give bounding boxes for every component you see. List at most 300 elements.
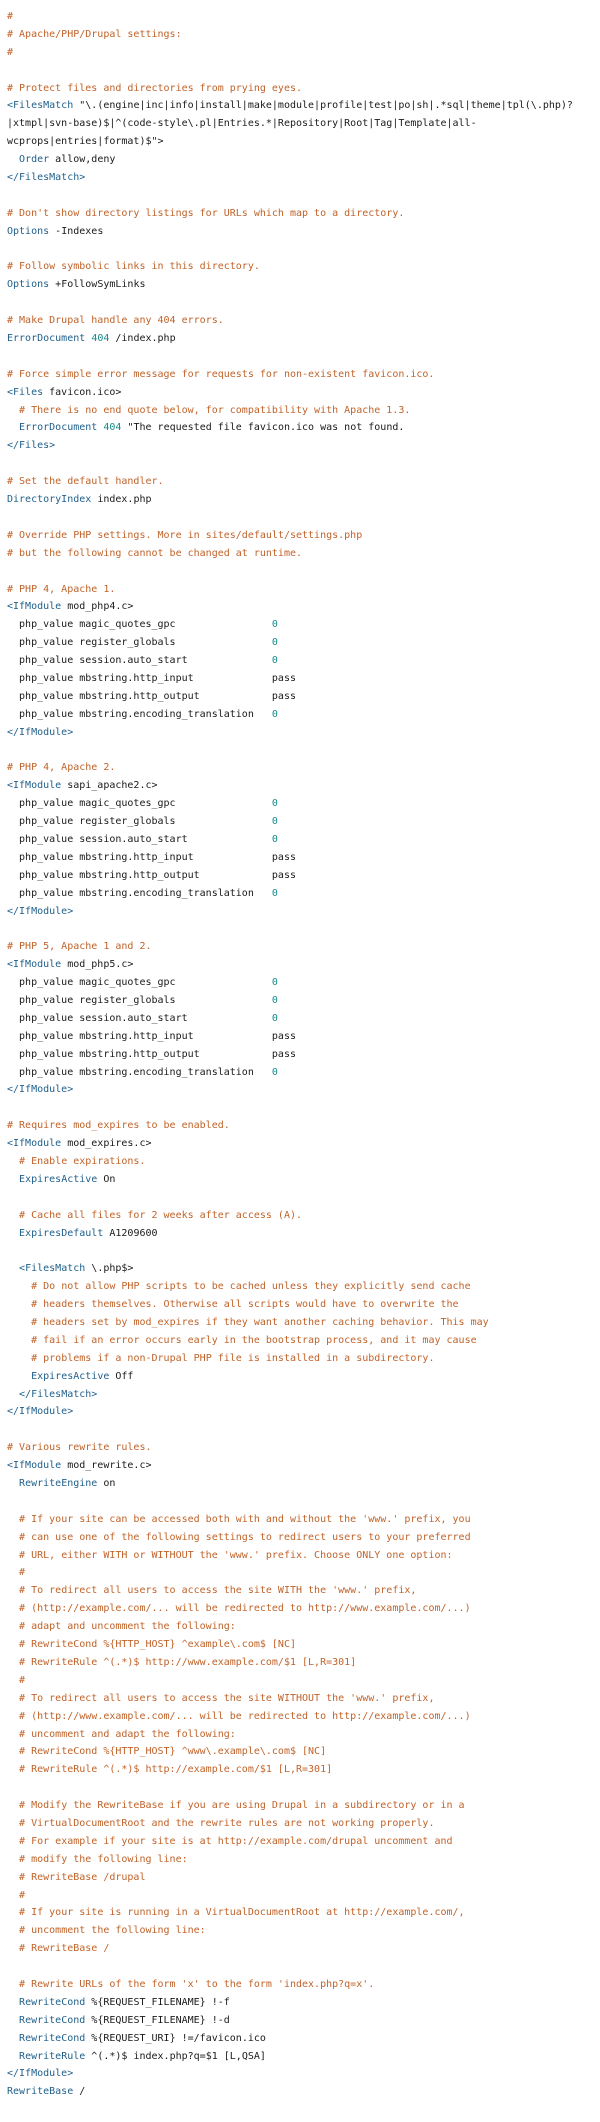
code-line [7,992,593,1010]
directive-token: </IfModule> [7,1084,74,1096]
text-token [7,1299,31,1310]
blank-line [7,509,593,527]
blank-line [7,1493,593,1511]
comment-token: # To redirect all users to access the site WITH the 'www.' prefix, [19,1585,417,1597]
text-token [7,1389,19,1400]
code-line [7,1690,593,1708]
text-token: php_value magic_quotes_gpc [7,798,272,810]
comment-token: # can use one of the following settings to redirect users to your preferred [19,1531,471,1543]
code-line [7,1797,593,1815]
code-line [7,1761,593,1779]
number-token: 0 [271,816,278,828]
code-line [7,688,593,706]
code-line [7,1994,593,2012]
text-token: php_value magic_quotes_gpc [7,977,272,989]
text-token [7,1335,31,1346]
text-token: wcprops|entries|format)$"> [7,136,164,148]
code-line [7,849,593,867]
comment-token: # Rewrite URLs of the form 'x' to the form 'index.php?q=x'. [19,1978,375,1990]
directive-token: RewriteCond [19,1996,86,2008]
code-line [7,831,593,849]
text-token [7,1532,19,1543]
code-line [7,706,593,724]
text-token: /index.php [109,333,176,345]
code-line [7,1940,593,1958]
text-token: +FollowSymLinks [49,279,146,291]
comment-token: # Force simple error message for requests for non-existent favicon.ico. [7,368,435,380]
text-token: \.php$> [85,1263,134,1275]
comment-token: # If your site can be accessed both with and without the 'www.' prefix, you [19,1513,471,1525]
code-line [7,1332,593,1350]
code-line [7,1851,593,1869]
code-line [7,1600,593,1618]
text-token [7,1997,19,2008]
text-token [7,1943,19,1954]
code-line [7,26,593,44]
comment-token: # For example if your site is at http://example.com/drupal uncomment and [19,1835,453,1847]
code-line [7,1582,593,1600]
number-token: 0 [271,994,278,1006]
code-line [7,223,593,241]
text-token: index.php [91,494,152,506]
text-token [7,1657,19,1668]
directive-token: RewriteCond [19,2032,86,2044]
code-line [7,312,593,330]
text-token: |xtmpl|svn-base)$|^(code-style\.pl|Entries.*|Repository|Root|Tag|Template|all- [7,118,477,130]
comment-token: # Set the default handler. [7,476,164,488]
comment-token: # Apache/PHP/Drupal settings: [7,28,182,40]
comment-token: # RewriteRule ^(.*)$ http://www.example.com/$1 [L,R=301] [19,1656,357,1668]
text-token [7,1550,19,1561]
text-token [7,1603,19,1614]
text-token: "\.(engine|inc|info|install|make|module|profile|test|po|sh|.*sql|theme|tpl(\.php)? [73,100,573,112]
comment-token: # problems if a non-Drupal PHP file is installed in a subdirectory. [31,1352,435,1364]
text-token: php_value mbstring.encoding_translation [7,708,272,720]
text-token: favicon.ico> [43,386,122,398]
text-token [7,1746,19,1757]
code-line [7,205,593,223]
comment-token: # uncomment the following line: [19,1925,206,1937]
directive-token: <IfModule [7,780,62,792]
blank-line [7,1242,593,1260]
code-line [7,2083,593,2101]
code-line [7,813,593,831]
text-token [7,1585,19,1596]
code-line [7,2065,593,2083]
code-line [7,151,593,169]
code-line [7,885,593,903]
blank-line [7,742,593,760]
number-token: 0 [271,655,278,667]
directive-token: <IfModule [7,959,62,971]
directive-token: <IfModule [7,1460,62,1472]
directive-token: </IfModule> [7,1406,74,1418]
code-line [7,1207,593,1225]
number-token: 0 [271,798,278,810]
text-token [7,1764,19,1775]
directive-token: <FilesMatch [19,1263,86,1275]
code-line [7,1046,593,1064]
code-line [7,115,593,133]
blank-line [7,1099,593,1117]
directive-token: Options [7,279,50,291]
text-token: %{REQUEST_FILENAME} !-f [85,1996,230,2008]
text-token: mod_expires.c> [61,1138,152,1150]
text-token: php_value mbstring.http_output pass [7,690,296,702]
code-line [7,1314,593,1332]
text-token: php_value session.auto_start [7,833,272,845]
text-token [7,405,19,416]
code-line [7,1081,593,1099]
comment-token: # [19,1674,26,1686]
code-line [7,1529,593,1547]
directive-token: </Files> [7,440,56,452]
code-line [7,1010,593,1028]
text-token: php_value mbstring.encoding_translation [7,1066,272,1078]
directive-token: ErrorDocument [19,422,98,434]
directive-token: RewriteEngine [19,1478,98,1490]
comment-token: # Requires mod_expires to be enabled. [7,1120,230,1132]
directive-token: </FilesMatch> [7,172,86,184]
number-token: 0 [271,1012,278,1024]
text-token: php_value mbstring.encoding_translation [7,887,272,899]
comment-token: # [19,1889,26,1901]
comment-token: # [19,1567,26,1579]
comment-token: # (http://www.example.com/... will be redirected to http://example.com/...) [19,1710,471,1722]
text-token: %{REQUEST_FILENAME} !-d [85,2014,230,2026]
code-line [7,1171,593,1189]
text-token [7,2015,19,2026]
text-token: -Indexes [49,225,104,237]
code-line [7,1278,593,1296]
comment-token: # PHP 5, Apache 1 and 2. [7,941,152,953]
comment-token: # Protect files and directories from prying eyes. [7,82,303,94]
code-line [7,974,593,992]
comment-token: # Modify the RewriteBase if you are using Drupal in a subdirectory or in a [19,1800,465,1812]
comment-token: # RewriteCond %{HTTP_HOST} ^www\.example\.com$ [NC] [19,1746,327,1758]
text-token: php_value mbstring.http_input pass [7,851,296,863]
text-token [7,1925,19,1936]
code-line [7,80,593,98]
number-token: 0 [271,708,278,720]
number-token: 0 [271,1066,278,1078]
text-token: allow,deny [49,154,116,166]
code-line [7,956,593,974]
code-line [7,1904,593,1922]
directive-token: <FilesMatch [7,100,74,112]
comment-token: # Override PHP settings. More in sites/default/settings.php [7,529,363,541]
code-line [7,1457,593,1475]
blank-line [7,1421,593,1439]
comment-token: # Don't show directory listings for URLs which map to a directory. [7,207,405,219]
text-token [7,154,19,165]
text-token: php_value mbstring.http_input pass [7,1030,296,1042]
code-line [7,1439,593,1457]
comment-token: # URL, either WITH or WITHOUT the 'www.' prefix. Choose ONLY one option: [19,1549,453,1561]
directive-token: </IfModule> [7,726,74,738]
text-token [7,1210,19,1221]
code-line [7,1368,593,1386]
comment-token: # To redirect all users to access the site WITHOUT the 'www.' prefix, [19,1692,435,1704]
code-line [7,634,593,652]
text-token: A1209600 [103,1227,158,1239]
directive-token: <IfModule [7,601,62,613]
code-line [7,777,593,795]
comment-token: # adapt and uncomment the following: [19,1621,236,1633]
code-line [7,384,593,402]
code-line [7,491,593,509]
code-line [7,473,593,491]
text-token [7,2033,19,2044]
code-line [7,258,593,276]
blank-line [7,1189,593,1207]
code-line [7,616,593,634]
text-token [7,1174,19,1185]
comment-token: # (http://example.com/... will be redirected to http://www.example.com/...) [19,1603,471,1615]
text-token [7,1979,19,1990]
text-token [7,1729,19,1740]
comment-token: # Do not allow PHP scripts to be cached unless they explicitly send cache [31,1281,471,1293]
text-token [7,1854,19,1865]
comment-token: # Various rewrite rules. [7,1442,152,1454]
code-line [7,133,593,151]
text-token [7,1693,19,1704]
code-line [7,1117,593,1135]
code-line [7,402,593,420]
htaccess-code-listing [7,8,593,2101]
text-token [7,1156,19,1167]
number-token: 0 [271,833,278,845]
comment-token: # [7,46,14,58]
code-line [7,1135,593,1153]
text-token: php_value mbstring.http_output pass [7,1048,296,1060]
directive-token: RewriteBase [7,2086,74,2098]
number-token: 404 [91,333,110,345]
code-line [7,97,593,115]
text-token: On [97,1173,116,1185]
directive-token: RewriteRule [19,2050,86,2062]
directive-token: ExpiresActive [31,1370,110,1382]
text-token: php_value session.auto_start [7,1012,272,1024]
text-token: Off [109,1370,134,1382]
blank-line [7,62,593,80]
code-line [7,1976,593,1994]
text-token [7,1836,19,1847]
text-token [7,422,19,433]
comment-token: # but the following cannot be changed at runtime. [7,547,303,559]
code-line [7,545,593,563]
blank-line [7,241,593,259]
text-token: %{REQUEST_URI} !=/favicon.ico [85,2032,266,2044]
comment-token: # headers themselves. Otherwise all scripts would have to overwrite the [31,1299,459,1311]
text-token [7,1567,19,1578]
text-token [7,1675,19,1686]
code-line [7,1296,593,1314]
code-line [7,276,593,294]
text-token [7,1890,19,1901]
directive-token: Order [19,154,50,166]
code-line [7,598,593,616]
comment-token: # headers set by mod_expires if they want another caching behavior. This may [31,1317,489,1329]
code-line [7,1403,593,1421]
directive-token: </FilesMatch> [19,1388,98,1400]
text-token [7,1907,19,1918]
comment-token: # Follow symbolic links in this directory. [7,261,260,273]
directive-token: RewriteCond [19,2014,86,2026]
code-line [7,1511,593,1529]
comment-token: # PHP 4, Apache 1. [7,583,116,595]
comment-token: # Enable expirations. [19,1156,146,1167]
text-token [7,1621,19,1632]
code-line [7,1064,593,1082]
text-token: ^(.*)$ index.php?q=$1 [L,QSA] [85,2050,266,2062]
text-token: php_value magic_quotes_gpc [7,619,272,631]
code-line [7,670,593,688]
code-line [7,1475,593,1493]
code-line [7,1350,593,1368]
text-token [7,1371,31,1382]
code-line [7,652,593,670]
comment-token: # RewriteBase /drupal [19,1871,146,1883]
code-line [7,1636,593,1654]
code-line [7,419,593,437]
code-line [7,1726,593,1744]
blank-line [7,348,593,366]
text-token [7,2051,19,2062]
code-line [7,1225,593,1243]
directive-token: </IfModule> [7,905,74,917]
code-line [7,8,593,26]
code-line [7,1672,593,1690]
text-token [7,1800,19,1811]
code-line [7,366,593,384]
code-line [7,1815,593,1833]
code-line [7,2030,593,2048]
code-line [7,2012,593,2030]
text-token: mod_php5.c> [61,959,134,971]
directive-token: Options [7,225,50,237]
code-line [7,169,593,187]
directive-token: ErrorDocument [7,333,86,345]
code-line [7,330,593,348]
text-token: php_value register_globals [7,994,272,1006]
text-token [7,1872,19,1883]
code-line [7,1153,593,1171]
code-line [7,437,593,455]
text-token: php_value mbstring.http_output pass [7,869,296,881]
code-line [7,1743,593,1761]
text-token [7,1228,19,1239]
blank-line [7,563,593,581]
text-token: "The requested file favicon.ico was not found. [121,422,405,434]
blank-line [7,187,593,205]
comment-token: # uncomment and adapt the following: [19,1728,236,1740]
code-line [7,1028,593,1046]
text-token [7,1317,31,1328]
text-token: php_value register_globals [7,637,272,649]
text-token [7,1478,19,1489]
text-token: php_value register_globals [7,816,272,828]
directive-token: ExpiresDefault [19,1227,104,1239]
code-line [7,724,593,742]
comment-token: # If your site is running in a VirtualDocumentRoot at http://example.com/, [19,1907,465,1919]
code-line [7,795,593,813]
directive-token: ExpiresActive [19,1173,98,1185]
code-line [7,581,593,599]
text-token [7,1353,31,1364]
number-token: 404 [103,422,122,434]
text-token [7,1639,19,1650]
code-line [7,903,593,921]
blank-line [7,1779,593,1797]
comment-token: # There is no end quote below, for compatibility with Apache 1.3. [19,404,411,416]
text-token: php_value mbstring.http_input pass [7,672,296,684]
comment-token: # VirtualDocumentRoot and the rewrite rules are not working properly. [19,1817,435,1829]
code-line [7,867,593,885]
code-line [7,1618,593,1636]
comment-token: # RewriteRule ^(.*)$ http://example.com/$1 [L,R=301] [19,1764,333,1776]
code-line [7,1386,593,1404]
code-line [7,1922,593,1940]
text-token: sapi_apache2.c> [61,780,158,792]
code-line [7,1564,593,1582]
code-line [7,938,593,956]
directive-token: <Files [7,386,44,398]
text-token: mod_php4.c> [61,601,134,613]
comment-token: # RewriteBase / [19,1943,110,1955]
number-token: 0 [271,887,278,899]
code-line [7,1708,593,1726]
code-line [7,759,593,777]
code-line [7,1654,593,1672]
text-token [7,1818,19,1829]
comment-token: # [7,11,14,22]
text-token [7,1263,19,1274]
text-token: on [97,1478,116,1490]
code-line [7,1260,593,1278]
text-token: php_value session.auto_start [7,655,272,667]
directive-token: </IfModule> [7,2068,74,2080]
comment-token: # fail if an error occurs early in the bootstrap process, and it may cause [31,1334,477,1346]
text-token [7,1281,31,1292]
text-token [7,1711,19,1722]
directive-token: <IfModule [7,1138,62,1150]
directive-token: DirectoryIndex [7,494,92,506]
comment-token: # Cache all files for 2 weeks after access (A). [19,1209,303,1221]
comment-token: # Make Drupal handle any 404 errors. [7,315,224,327]
code-line [7,527,593,545]
comment-token: # RewriteCond %{HTTP_HOST} ^example\.com$ [NC] [19,1639,296,1651]
text-token [7,1514,19,1525]
blank-line [7,294,593,312]
text-token: mod_rewrite.c> [61,1460,152,1472]
code-line [7,1887,593,1905]
code-line [7,2048,593,2066]
blank-line [7,920,593,938]
code-line [7,1833,593,1851]
number-token: 0 [271,637,278,649]
text-token: / [73,2086,86,2098]
comment-token: # PHP 4, Apache 2. [7,762,116,774]
number-token: 0 [271,977,278,989]
comment-token: # modify the following line: [19,1853,188,1865]
code-line [7,44,593,62]
code-line [7,1869,593,1887]
code-line [7,1547,593,1565]
number-token: 0 [271,619,278,631]
blank-line [7,455,593,473]
blank-line [7,1958,593,1976]
